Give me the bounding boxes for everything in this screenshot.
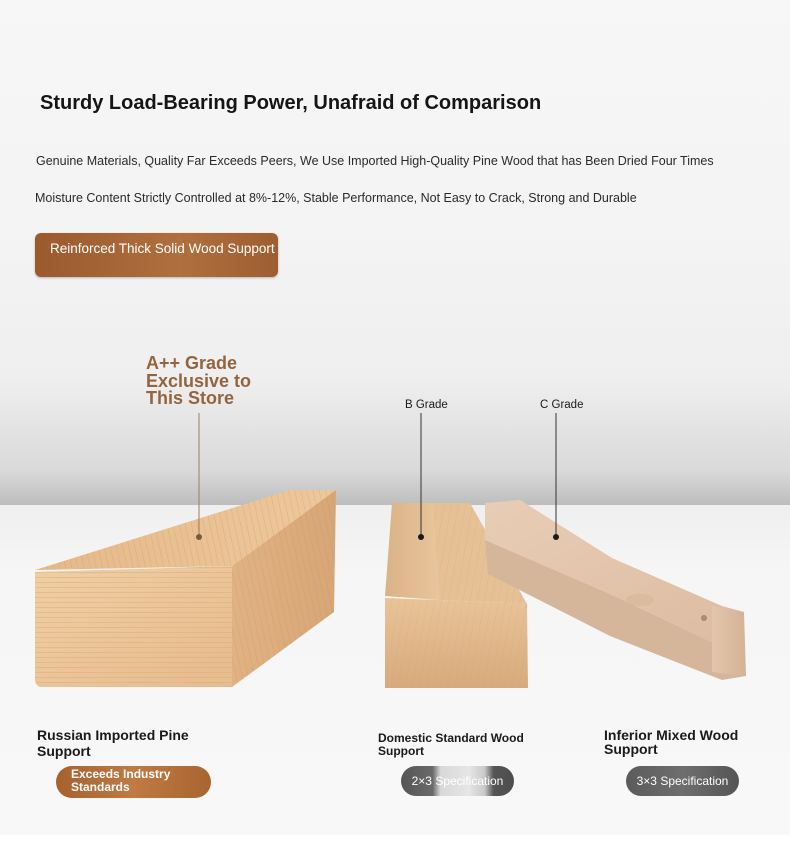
spec-tag-2x3 (401, 766, 514, 796)
feature-badge-label: Reinforced Thick Solid Wood Support (50, 241, 275, 256)
exceeds-standards-tag-label: Exceeds Industry Standards (71, 767, 171, 794)
product-name-domestic: Domestic Standard Wood Support (378, 731, 524, 758)
product-name-pine: Russian Imported Pine Support (37, 727, 189, 759)
spec-tag-3x3-label: 3×3 Specification (636, 774, 729, 788)
description-line-2: Moisture Content Strictly Controlled at 8%-12%, Stable Performance, Not Easy to Crack, Strong and Durable (35, 191, 637, 205)
spec-tag-3x3 (626, 766, 739, 796)
exceeds-standards-tag (56, 766, 211, 798)
b-grade-label: B Grade (405, 399, 448, 411)
a-grade-pointer-dot (196, 534, 202, 540)
page-title: Sturdy Load-Bearing Power, Unafraid of Comparison (40, 92, 542, 114)
bottom-border (0, 835, 790, 842)
b-grade-pointer-dot (418, 534, 424, 540)
spec-tag-2x3-label: 2×3 Specification (411, 774, 504, 788)
description-line-1: Genuine Materials, Quality Far Exceeds Peers, We Use Imported High-Quality Pine Wood that has Been Dried Four Times (36, 154, 714, 168)
product-name-inferior: Inferior Mixed Wood Support (604, 727, 739, 757)
c-grade-pointer-dot (553, 534, 559, 540)
a-grade-label: A++ Grade Exclusive to This Store (146, 353, 252, 408)
a-grade-wood-beam (35, 490, 336, 687)
c-grade-label: C Grade (540, 399, 584, 411)
